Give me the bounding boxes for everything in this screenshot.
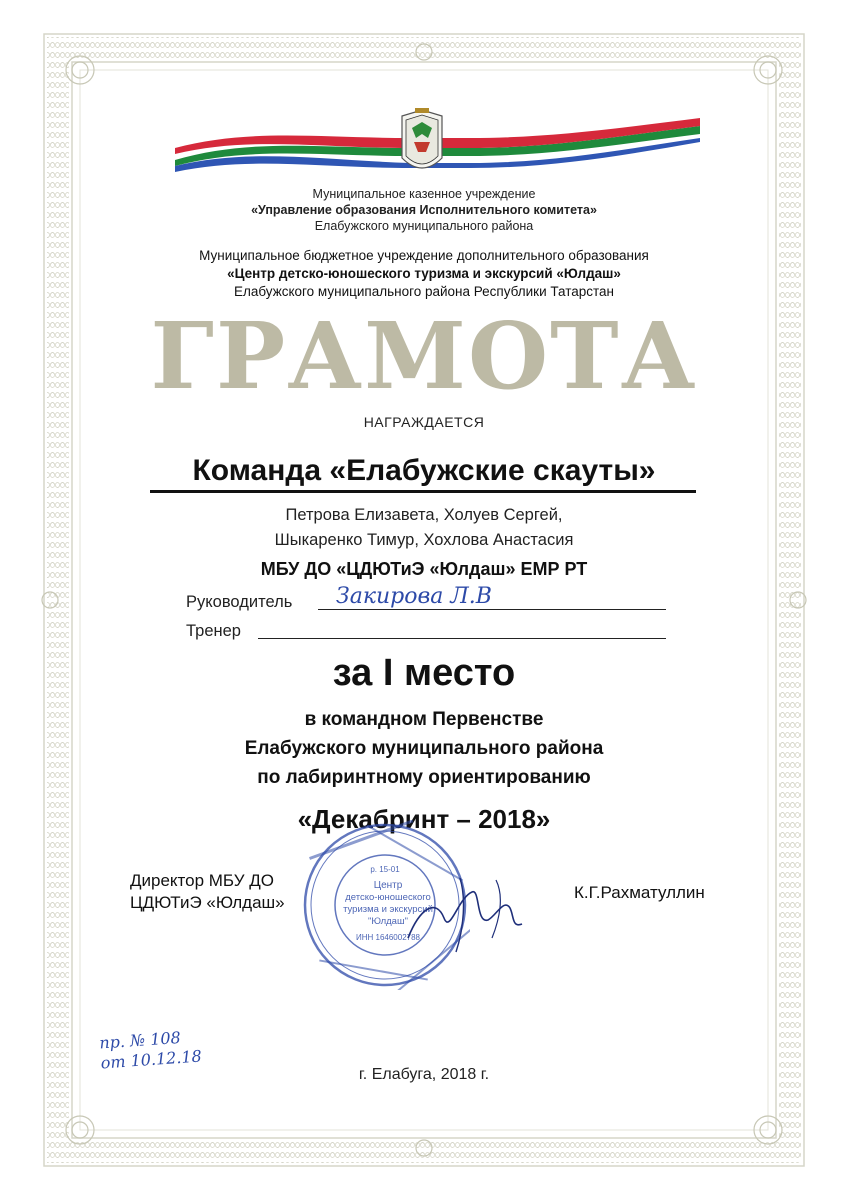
- event-line-2: Елабужского муниципального района: [244, 738, 604, 759]
- coach-label: Тренер: [186, 622, 241, 640]
- members-line-1: Петрова Елизавета, Холуев Сергей,: [285, 506, 563, 524]
- stamp-center-line-1: Центр: [373, 880, 403, 891]
- signatory-name: К.Г.Рахматуллин: [574, 883, 705, 902]
- footer-place-year: г. Елабуга, 2018 г.: [358, 1066, 490, 1083]
- stamp-center-line-3: туризма и экскурсий: [343, 904, 433, 915]
- signatory-position: [130, 870, 285, 914]
- event-line-1: в командном Первенстве: [304, 709, 544, 730]
- team-name: Команда «Елабужские скауты»: [192, 454, 656, 487]
- event-line-3: по лабиринтному ориентированию: [257, 767, 591, 788]
- leader-line: [318, 609, 666, 610]
- leader-handwritten: Закирова Л.В: [336, 584, 492, 609]
- members-line-2: Шыкаренко Тимур, Хохлова Анастасия: [274, 531, 574, 549]
- org-line-3: Елабужского муниципального района Республики Татарстан: [233, 284, 615, 299]
- team-underline: [150, 490, 696, 493]
- leader-label: Руководитель: [186, 593, 293, 611]
- stamp-center-line-2: детско-юношеского: [345, 892, 431, 903]
- certificate-title: ГРАМОТА: [150, 302, 698, 410]
- stamp-inn: ИНН 1646002788: [355, 933, 421, 942]
- stamp-number: р. 15-01: [370, 865, 400, 874]
- director-signature: [400, 868, 540, 958]
- awarded-label: НАГРАЖДАЕТСЯ: [363, 414, 485, 430]
- note-line-1: пр. № 108: [98, 1027, 182, 1053]
- place-award: за I место: [332, 652, 516, 694]
- header-line-3: Елабужского муниципального района: [314, 219, 534, 233]
- flag-ribbon: [170, 108, 710, 188]
- header-line-2: «Управление образования Исполнительного комитета»: [251, 203, 597, 217]
- signatory-position-line-2: ЦДЮТиЭ «Юлдаш»: [130, 893, 285, 912]
- institution-name: МБУ ДО «ЦДЮТиЭ «Юлдаш» ЕМР РТ: [260, 559, 588, 579]
- org-line-1: Муниципальное бюджетное учреждение дополнительного образования: [199, 248, 649, 263]
- org-line-2: «Центр детско-юношеского туризма и экскурсий «Юлдаш»: [227, 266, 621, 281]
- coat-of-arms-icon: [402, 108, 442, 168]
- signatory-position-line-1: Директор МБУ ДО: [130, 871, 274, 890]
- note-line-2: от 10.12.18: [100, 1046, 203, 1073]
- stamp-center-line-4: "Юлдаш": [368, 916, 408, 927]
- coach-line: [258, 638, 666, 639]
- header-line-1: Муниципальное казенное учреждение: [312, 187, 536, 201]
- event-name: «Декабринт – 2018»: [297, 804, 551, 834]
